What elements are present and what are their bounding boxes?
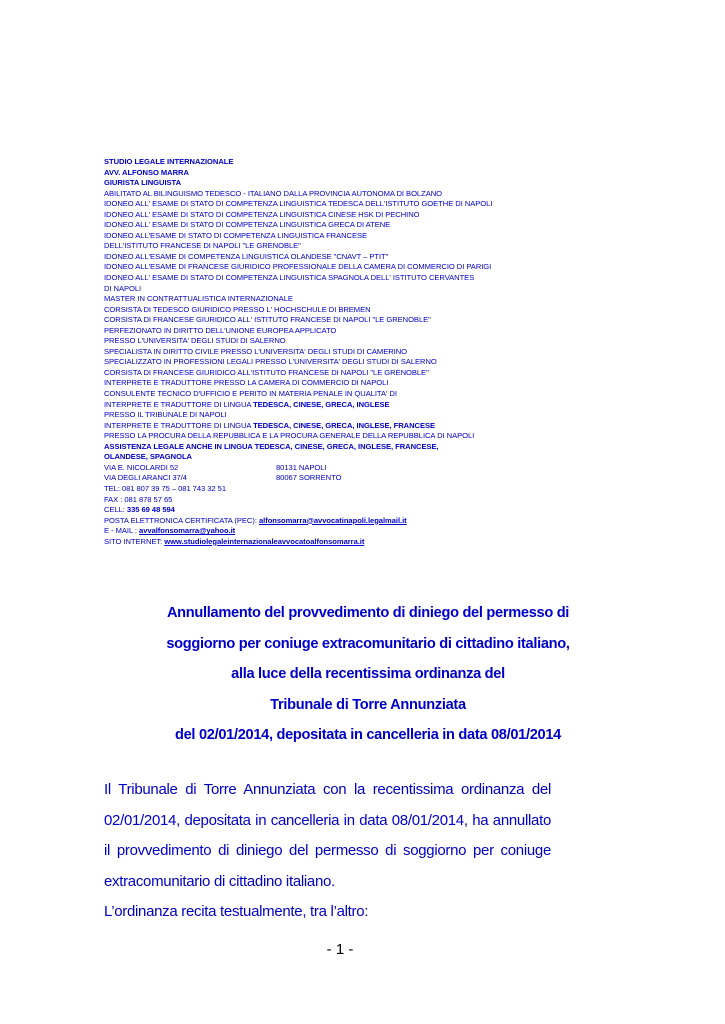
title-line: del 02/01/2014, depositata in cancelleria in data 08/01/2014	[175, 727, 561, 743]
interpreter-prefix: INTERPRETE E TRADUTTORE DI LINGUA	[104, 420, 254, 430]
address-street: VIA E. NICOLARDI 52	[104, 462, 179, 472]
qualification-line: SPECIALISTA IN DIRITTO CIVILE PRESSO L'UNIVERSITA' DEGLI STUDI DI CAMERINO	[104, 346, 408, 356]
document-body	[104, 775, 551, 928]
procura-line: PRESSO LA PROCURA DELLA REPUBBLICA E LA PROCURA GENERALE DELLA REPUBBLICA DI NAPOLI	[104, 431, 475, 441]
website	[104, 537, 584, 548]
website-link[interactable]: www.studiolegaleinternazionaleavvocatoalfonsomarra.it	[164, 536, 365, 546]
qualification-line: IDONEO ALL' ESAME DI STATO DI COMPETENZA LINGUISTICA TEDESCA DELL'ISTITUTO GOETHE DI NAPOLI	[104, 199, 493, 209]
title-line: soggiorno per coniuge extracomunitario di cittadino italiano,	[166, 635, 570, 652]
interpreter-line-2	[104, 421, 584, 432]
address-napoli	[104, 463, 584, 474]
lawyer-role: GIURISTA LINGUISTA	[104, 178, 182, 188]
qualification-line: PRESSO L'UNIVERSITA' DEGLI STUDI DI SALERNO	[104, 336, 286, 346]
email-link[interactable]: avvalfonsomarra@yahoo.it	[139, 526, 236, 536]
pec-label: POSTA ELETTRONICA CERTIFICATA (PEC):	[104, 515, 259, 525]
qualification-line: CONSULENTE TECNICO D'UFFICIO E PERITO IN MATERIA PENALE IN QUALITA' DI	[104, 389, 397, 399]
page-number: - 1 -	[326, 941, 354, 958]
lawyer-name: AVV. ALFONSO MARRA	[104, 167, 189, 177]
cell-label: CELL:	[104, 505, 127, 515]
qualification-line: DELL'ISTITUTO FRANCESE DI NAPOLI "LE GRENOBLE"	[104, 241, 301, 251]
qualification-line: CORSISTA DI FRANCESE GIURIDICO ALL'ISTITUTO FRANCESE DI NAPOLI "LE GRENOBLE"	[104, 367, 429, 377]
cell-number: 335 69 48 594	[126, 505, 175, 515]
qualification-line: DI NAPOLI	[104, 283, 142, 293]
qualification-line: CORSISTA DI FRANCESE GIURIDICO ALL' ISTITUTO FRANCESE DI NAPOLI "LE GRENOBLE"	[104, 315, 431, 325]
tribunal-line: PRESSO IL TRIBUNALE DI NAPOLI	[104, 410, 227, 420]
interpreter-languages: TEDESCA, CINESE, GRECA, INGLESE	[253, 399, 390, 409]
qualification-line: IDONEO ALL' ESAME DI STATO DI COMPETENZA LINGUISTICA SPAGNOLA DELL' ISTITUTO CERVANTES	[104, 273, 475, 283]
address-sorrento	[104, 473, 584, 484]
interpreter-prefix: INTERPRETE E TRADUTTORE DI LINGUA	[104, 399, 254, 409]
qualification-line: IDONEO ALL'ESAME DI STATO DI COMPETENZA LINGUISTICA FRANCESE	[104, 230, 368, 240]
email	[104, 526, 584, 537]
qualification-line: SPECIALIZZATO IN PROFESSIONI LEGALI PRESSO L'UNIVERSITA' DEGLI STUDI DI SALERNO	[104, 357, 437, 367]
qualification-line: MASTER IN CONTRATTUALISTICA INTERNAZIONALE	[104, 294, 293, 304]
fax: FAX : 081 878 57 65	[104, 494, 173, 504]
address-city: 80131 NAPOLI	[276, 462, 327, 472]
letterhead	[104, 157, 584, 547]
telephone: TEL: 081 807 39 75 – 081 743 32 51	[104, 483, 227, 493]
address-city: 80067 SORRENTO	[276, 473, 342, 483]
assistenza-line: ASSISTENZA LEGALE ANCHE IN LINGUA TEDESCA, CINESE, GRECA, INGLESE, FRANCESE,	[104, 441, 439, 451]
qualification-line: INTERPRETE E TRADUTTORE PRESSO LA CAMERA DI COMMERCIO DI NAPOLI	[104, 378, 389, 388]
title-line: alla luce della recentissima ordinanza del	[231, 666, 505, 682]
qualification-line: PERFEZIONATO IN DIRITTO DELL'UNIONE EUROPEA APPLICATO	[104, 325, 337, 335]
interpreter-languages: TEDESCA, CINESE, GRECA, INGLESE, FRANCESE	[253, 420, 435, 430]
pec	[104, 516, 584, 527]
email-label: E - MAIL :	[104, 526, 140, 536]
title-line: Annullamento del provvedimento di diniego del permesso di	[166, 605, 570, 621]
qualification-line: IDONEO ALL'ESAME DI FRANCESE GIURIDICO PROFESSIONALE DELLA CAMERA DI COMMERCIO DI PARIGI	[104, 262, 492, 272]
body-paragraph: Il Tribunale di Torre Annunziata con la recentissima ordinanza del 02/01/2014, depositata in cancelleria in data 08/01/2014, ha annullato il provvedimento di diniego del permesso di soggiorno per coniuge extracomunitario di cittadino italiano.	[104, 781, 551, 890]
qualification-line: CORSISTA DI TEDESCO GIURIDICO PRESSO L' HOCHSCHULE DI BREMEN	[104, 304, 371, 314]
qualification-line: IDONEO ALL' ESAME DI STATO DI COMPETENZA LINGUISTICA CINESE HSK DI PECHINO	[104, 209, 420, 219]
qualification-line: ABILITATO AL BILINGUISMO TEDESCO - ITALIANO DALLA PROVINCIA AUTONOMA DI BOLZANO	[104, 188, 442, 198]
title-line: Tribunale di Torre Annunziata	[270, 696, 466, 713]
address-street: VIA DEGLI ARANCI 37/4	[104, 473, 187, 483]
assistenza-line-cont: OLANDESE, SPAGNOLA	[104, 452, 192, 462]
pec-link[interactable]: alfonsomarra@avvocatinapoli.legalmail.it	[258, 515, 407, 525]
interpreter-line-1	[104, 400, 584, 411]
document-title	[104, 598, 632, 751]
cell	[104, 505, 584, 516]
qualification-line: IDONEO ALL'ESAME DI COMPETENZA LINGUISTICA OLANDESE "CNAVT – PTIT"	[104, 251, 389, 261]
body-paragraph: L’ordinanza recita testualmente, tra l’altro:	[104, 903, 369, 920]
qualification-line: IDONEO ALL' ESAME DI STATO DI COMPETENZA LINGUISTICA GRECA DI ATENE	[104, 220, 391, 230]
firm-name: STUDIO LEGALE INTERNAZIONALE	[104, 157, 234, 166]
website-label: SITO INTERNET:	[104, 536, 165, 546]
